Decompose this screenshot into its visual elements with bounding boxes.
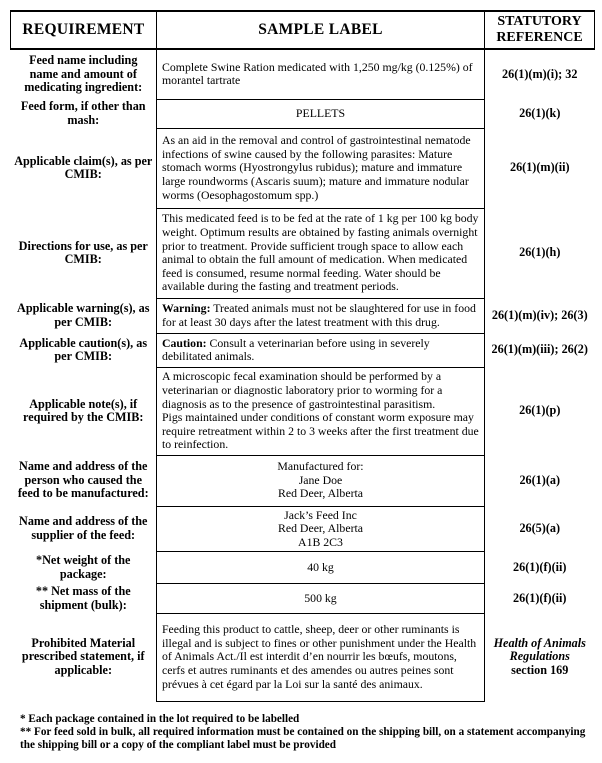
reference-cell: 26(1)(p) bbox=[519, 403, 561, 418]
reference-cell bbox=[485, 613, 595, 701]
document-page bbox=[10, 10, 594, 702]
reference-cell: 26(1)(h) bbox=[519, 245, 561, 260]
label-cell: This medicated feed is to be fed at the rate of 1 kg per 100 kg body weight. Optimum results are obtained by fasting animals overnight prior to treatment. Provide sufficient trough space to allow each animal to obtain the full amount of medication. When medicated feed is consumed, resume normal feeding. Water should be available during the fasting and treatment periods. bbox=[157, 208, 485, 298]
label-cell: PELLETS bbox=[157, 99, 485, 128]
requirement-cell: Directions for use, as per CMIB: bbox=[18, 238, 148, 267]
label-cell: As an aid in the removal and control of gastrointestinal nematode infections of swine caused by the following parasites: Mature stomach worms (Hyostrongylus rubidus); mature and immature large roundworms (Ascaris suum); mature and immature nodular worms (Oesophagostomum spp.) bbox=[157, 128, 485, 208]
header-requirement: REQUIREMENT bbox=[11, 11, 157, 49]
label-cell: 40 kg bbox=[157, 552, 485, 584]
table-row bbox=[11, 128, 595, 208]
label-cell bbox=[157, 455, 485, 506]
manufacturer-line-3: Red Deer, Alberta bbox=[277, 486, 364, 501]
table-row bbox=[11, 208, 595, 298]
requirement-cell: Name and address of the supplier of the feed: bbox=[19, 514, 148, 543]
caution-prefix: Caution: bbox=[162, 335, 207, 350]
supplier-line-3: A1B 2C3 bbox=[298, 534, 343, 549]
reference-cell: 26(1)(f)(ii) bbox=[513, 560, 567, 575]
label-cell: Complete Swine Ration medicated with 1,250 mg/kg (0.125%) of morantel tartrate bbox=[157, 49, 485, 99]
label-cell bbox=[157, 298, 485, 333]
table-row bbox=[11, 584, 595, 613]
reference-cell: 26(1)(m)(iv); 26(3) bbox=[491, 307, 588, 322]
requirement-cell: Feed form, if other than mash: bbox=[20, 99, 146, 127]
footnote-package: * Each package contained in the lot required to be labelled bbox=[20, 713, 300, 725]
table-header-row bbox=[11, 11, 595, 49]
footnote-bulk: ** For feed sold in bulk, all required information must be contained on the shipping bill, on a statement accompanying the shipping bill or a copy of the compliant label must be provided bbox=[20, 726, 586, 751]
label-cell bbox=[157, 506, 485, 552]
label-cell bbox=[157, 367, 485, 455]
supplier-line-2: Red Deer, Alberta bbox=[277, 521, 364, 536]
requirement-cell: Applicable claim(s), as per CMIB: bbox=[14, 153, 153, 182]
reference-section: section 169 bbox=[511, 662, 569, 677]
requirement-cell: Name and address of the person who caused the feed to be manufactured: bbox=[17, 459, 149, 501]
requirement-cell: Prohibited Material prescribed statement, if applicable: bbox=[21, 635, 145, 677]
reference-cell: 26(1)(f)(ii) bbox=[513, 590, 567, 605]
reference-cell: 26(1)(m)(iii); 26(2) bbox=[491, 342, 588, 357]
manufacturer-line-2: Jane Doe bbox=[298, 472, 343, 487]
table-row bbox=[11, 506, 595, 552]
header-statutory-reference: STATUTORY REFERENCE bbox=[485, 11, 595, 49]
table-row bbox=[11, 333, 595, 367]
label-cell bbox=[157, 333, 485, 367]
table-row bbox=[11, 49, 595, 99]
warning-prefix: Warning: bbox=[162, 301, 211, 316]
requirement-cell: Applicable note(s), if required by the CMIB: bbox=[23, 396, 144, 425]
requirement-cell: *Net weight of the package: bbox=[36, 553, 131, 581]
table-row bbox=[11, 613, 595, 701]
note-paragraph-1: A microscopic fecal examination should be performed by a veterinarian or diagnostic laboratory prior to worming for a diagnosis as to the presence of gastrointestinal parasitism. bbox=[162, 369, 443, 411]
table-row bbox=[11, 99, 595, 128]
reference-cell: 26(1)(m)(i); 32 bbox=[502, 66, 578, 81]
caution-text: Consult a veterinarian before using in severely debilitated animals. bbox=[162, 335, 430, 364]
requirement-cell: Applicable caution(s), as per CMIB: bbox=[19, 335, 148, 364]
table-row bbox=[11, 298, 595, 333]
warning-text: Treated animals must not be slaughtered for use in food for at least 30 days after the latest treatment with this drug. bbox=[162, 301, 476, 329]
header-sample-label: SAMPLE LABEL bbox=[157, 11, 485, 49]
label-cell: Feeding this product to cattle, sheep, deer or other ruminants is illegal and is subject to fines or other punishment under the Health of Animals Act./Il est interdit d’en nourrir les bœufs, moutons, cerfs et autres ruminants et des amendes ou autres peines sont prévues à cet égard par la Loi sur la santé des animaux. bbox=[157, 613, 485, 701]
table-row bbox=[11, 367, 595, 455]
note-paragraph-2: Pigs maintained under conditions of constant worm exposure may require retreatment within 2 to 3 weeks after the first treatment due to reinfection. bbox=[162, 410, 479, 452]
requirement-cell: Applicable warning(s), as per CMIB: bbox=[17, 301, 150, 329]
footnotes bbox=[20, 713, 592, 752]
supplier-line-1: Jack’s Feed Inc bbox=[284, 507, 357, 522]
manufacturer-line-1: Manufactured for: bbox=[277, 459, 364, 474]
label-cell: 500 kg bbox=[157, 584, 485, 613]
reference-cell: 26(1)(a) bbox=[519, 472, 561, 487]
reference-regulation-name: Health of Animals Regulations bbox=[493, 635, 586, 664]
reference-cell: 26(1)(m)(ii) bbox=[509, 160, 570, 175]
table-row bbox=[11, 552, 595, 584]
requirement-cell: ** Net mass of the shipment (bulk): bbox=[35, 583, 131, 612]
reference-cell: 26(5)(a) bbox=[519, 521, 561, 536]
requirement-cell: Feed name including name and amount of medicating ingredient: bbox=[24, 53, 143, 95]
table-row bbox=[11, 455, 595, 506]
label-requirements-table bbox=[10, 10, 595, 702]
reference-cell: 26(1)(k) bbox=[519, 105, 561, 120]
